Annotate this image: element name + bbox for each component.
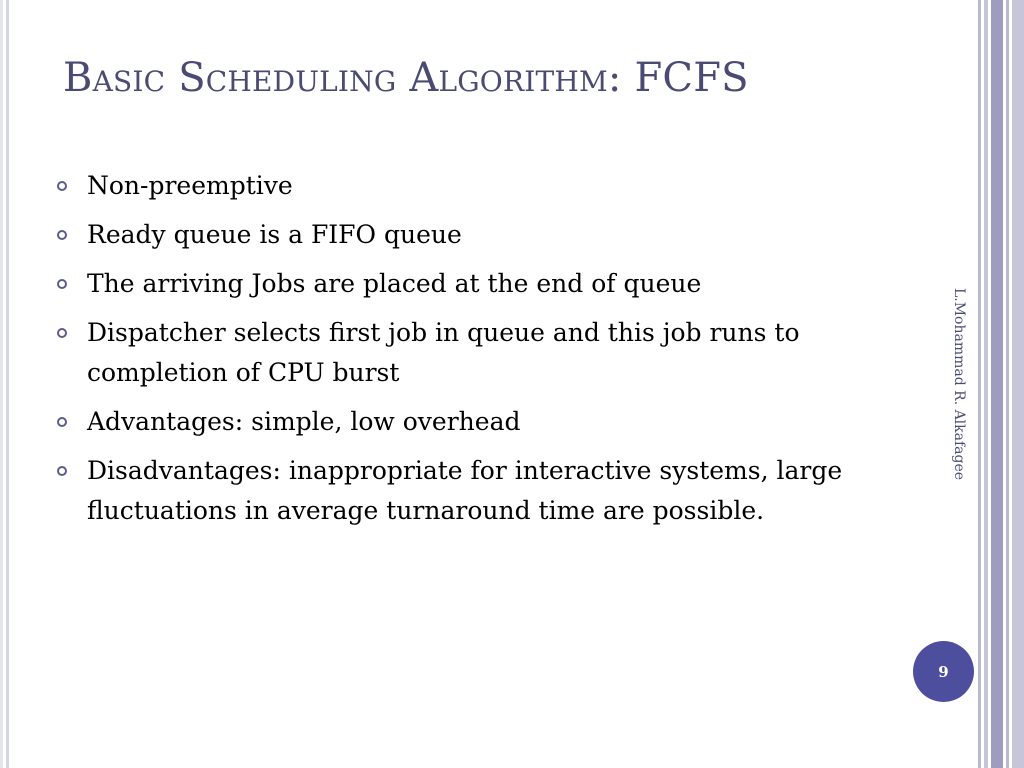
- bullet-item: [56, 264, 886, 304]
- page-number: 9: [938, 662, 949, 681]
- bullet-item: [56, 451, 886, 531]
- slide-title: Basic Scheduling Algorithm: FCFS: [63, 55, 749, 101]
- bullet-text: Non-preemptive: [87, 171, 293, 200]
- bullet-item: [56, 313, 886, 393]
- bullet-icon: [57, 417, 67, 427]
- bullet-text: The arriving Jobs are placed at the end of queue: [87, 269, 702, 298]
- right-stripe-5: [1012, 0, 1024, 768]
- right-stripe-3: [991, 0, 1003, 768]
- bullet-list: [56, 166, 886, 540]
- bullet-item: [56, 402, 886, 442]
- bullet-text: Dispatcher selects first job in queue and this job runs to completion of CPU burst: [87, 318, 800, 387]
- bullet-item: [56, 166, 886, 206]
- bullet-icon: [57, 466, 67, 476]
- page-number-badge: [913, 641, 974, 702]
- left-border: [6, 0, 9, 768]
- bullet-icon: [57, 328, 67, 338]
- bullet-icon: [57, 181, 67, 191]
- bullet-text: Ready queue is a FIFO queue: [87, 220, 462, 249]
- bullet-item: [56, 215, 886, 255]
- right-stripe-4: [1006, 0, 1009, 768]
- author-credit: L.Mohammad R. Alkafagee: [951, 287, 967, 481]
- bullet-icon: [57, 279, 67, 289]
- bullet-text: Disadvantages: inappropriate for interactive systems, large fluctuations in average turnaround time are possible.: [87, 456, 843, 525]
- bullet-text: Advantages: simple, low overhead: [87, 407, 521, 436]
- right-stripe-2: [984, 0, 988, 768]
- bullet-icon: [57, 230, 67, 240]
- left-border-outer: [0, 0, 3, 768]
- right-stripe-1: [978, 0, 981, 768]
